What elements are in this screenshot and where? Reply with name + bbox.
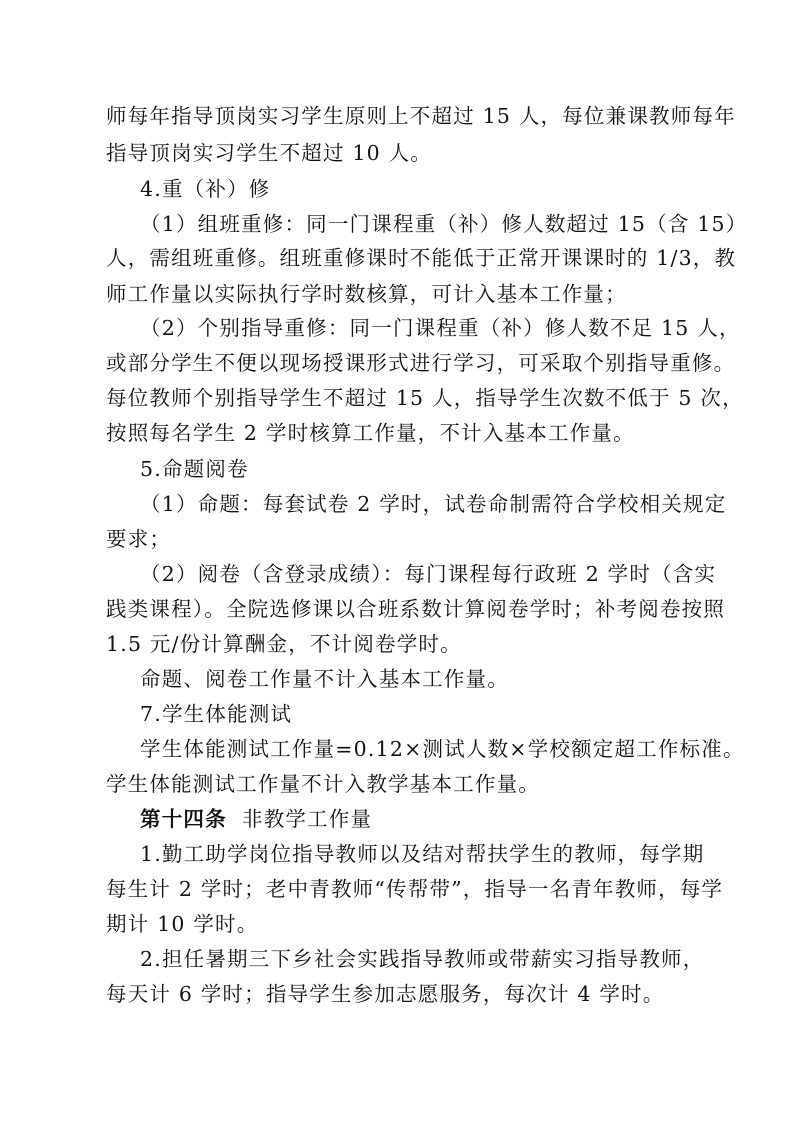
text-line: 每位教师个别指导学生不超过 15 人，指导学生次数不低于 5 次， [106,386,744,410]
text-line: 师工作量以实际执行学时数核算，可计入基本工作量； [106,282,627,306]
section-heading: 4.重（补）修 [140,177,271,201]
text-line: （1）命题：每套试卷 2 学时，试卷命制需符合学校相关规定 [140,492,727,516]
text-line: 人，需组班重修。组班重修课时不能低于正常开课课时的 1/3，教 [106,246,737,270]
article-number: 第十四条 [140,807,227,831]
text-line: （1）组班重修：同一门课程重（补）修人数超过 15（含 15） [140,212,748,236]
text-line: （2）个别指导重修：同一门课程重（补）修人数不足 15 人， [140,316,741,340]
text-line: 每生计 2 学时；老中青教师“传帮带”，指导一名青年教师，每学 [106,877,724,901]
article-title: 非教学工作量 [242,807,373,831]
text-line: 按照每名学生 2 学时核算工作量，不计入基本工作量。 [106,421,635,445]
text-line: 命题、阅卷工作量不计入基本工作量。 [140,667,509,691]
text-line: 每天计 6 学时；指导学生参加志愿服务，每次计 4 学时。 [106,982,665,1006]
text-line: 期计 10 学时。 [106,912,259,936]
text-line: 或部分学生不便以现场授课形式进行学习，可采取个别指导重修。 [106,351,736,375]
text-line: 1.勤工助学岗位指导教师以及结对帮扶学生的教师，每学期 [140,842,705,866]
text-line: 指导顶岗实习学生不超过 10 人。 [106,141,433,165]
text-line: 学生体能测试工作量不计入教学基本工作量。 [106,772,540,796]
section-heading: 7.学生体能测试 [140,702,293,726]
section-heading: 5.命题阅卷 [140,457,249,481]
text-line: 践类课程）。全院选修课以合班系数计算阅卷学时；补考阅卷按照 [106,597,726,621]
text-line: 学生体能测试工作量=0.12×测试人数×学校额定超工作标准。 [140,737,745,761]
text-line: 要求； [106,527,172,551]
text-line: 2.担任暑期三下乡社会实践指导教师或带薪实习指导教师， [140,947,705,971]
text-line: 师每年指导顶岗实习学生原则上不超过 15 人，每位兼课教师每年 [106,104,736,128]
text-line: 1.5 元/份计算酬金，不计阅卷学时。 [106,632,462,656]
text-line: （2）阅卷（含登录成绩）：每门课程每行政班 2 学时（含实 [140,562,717,586]
